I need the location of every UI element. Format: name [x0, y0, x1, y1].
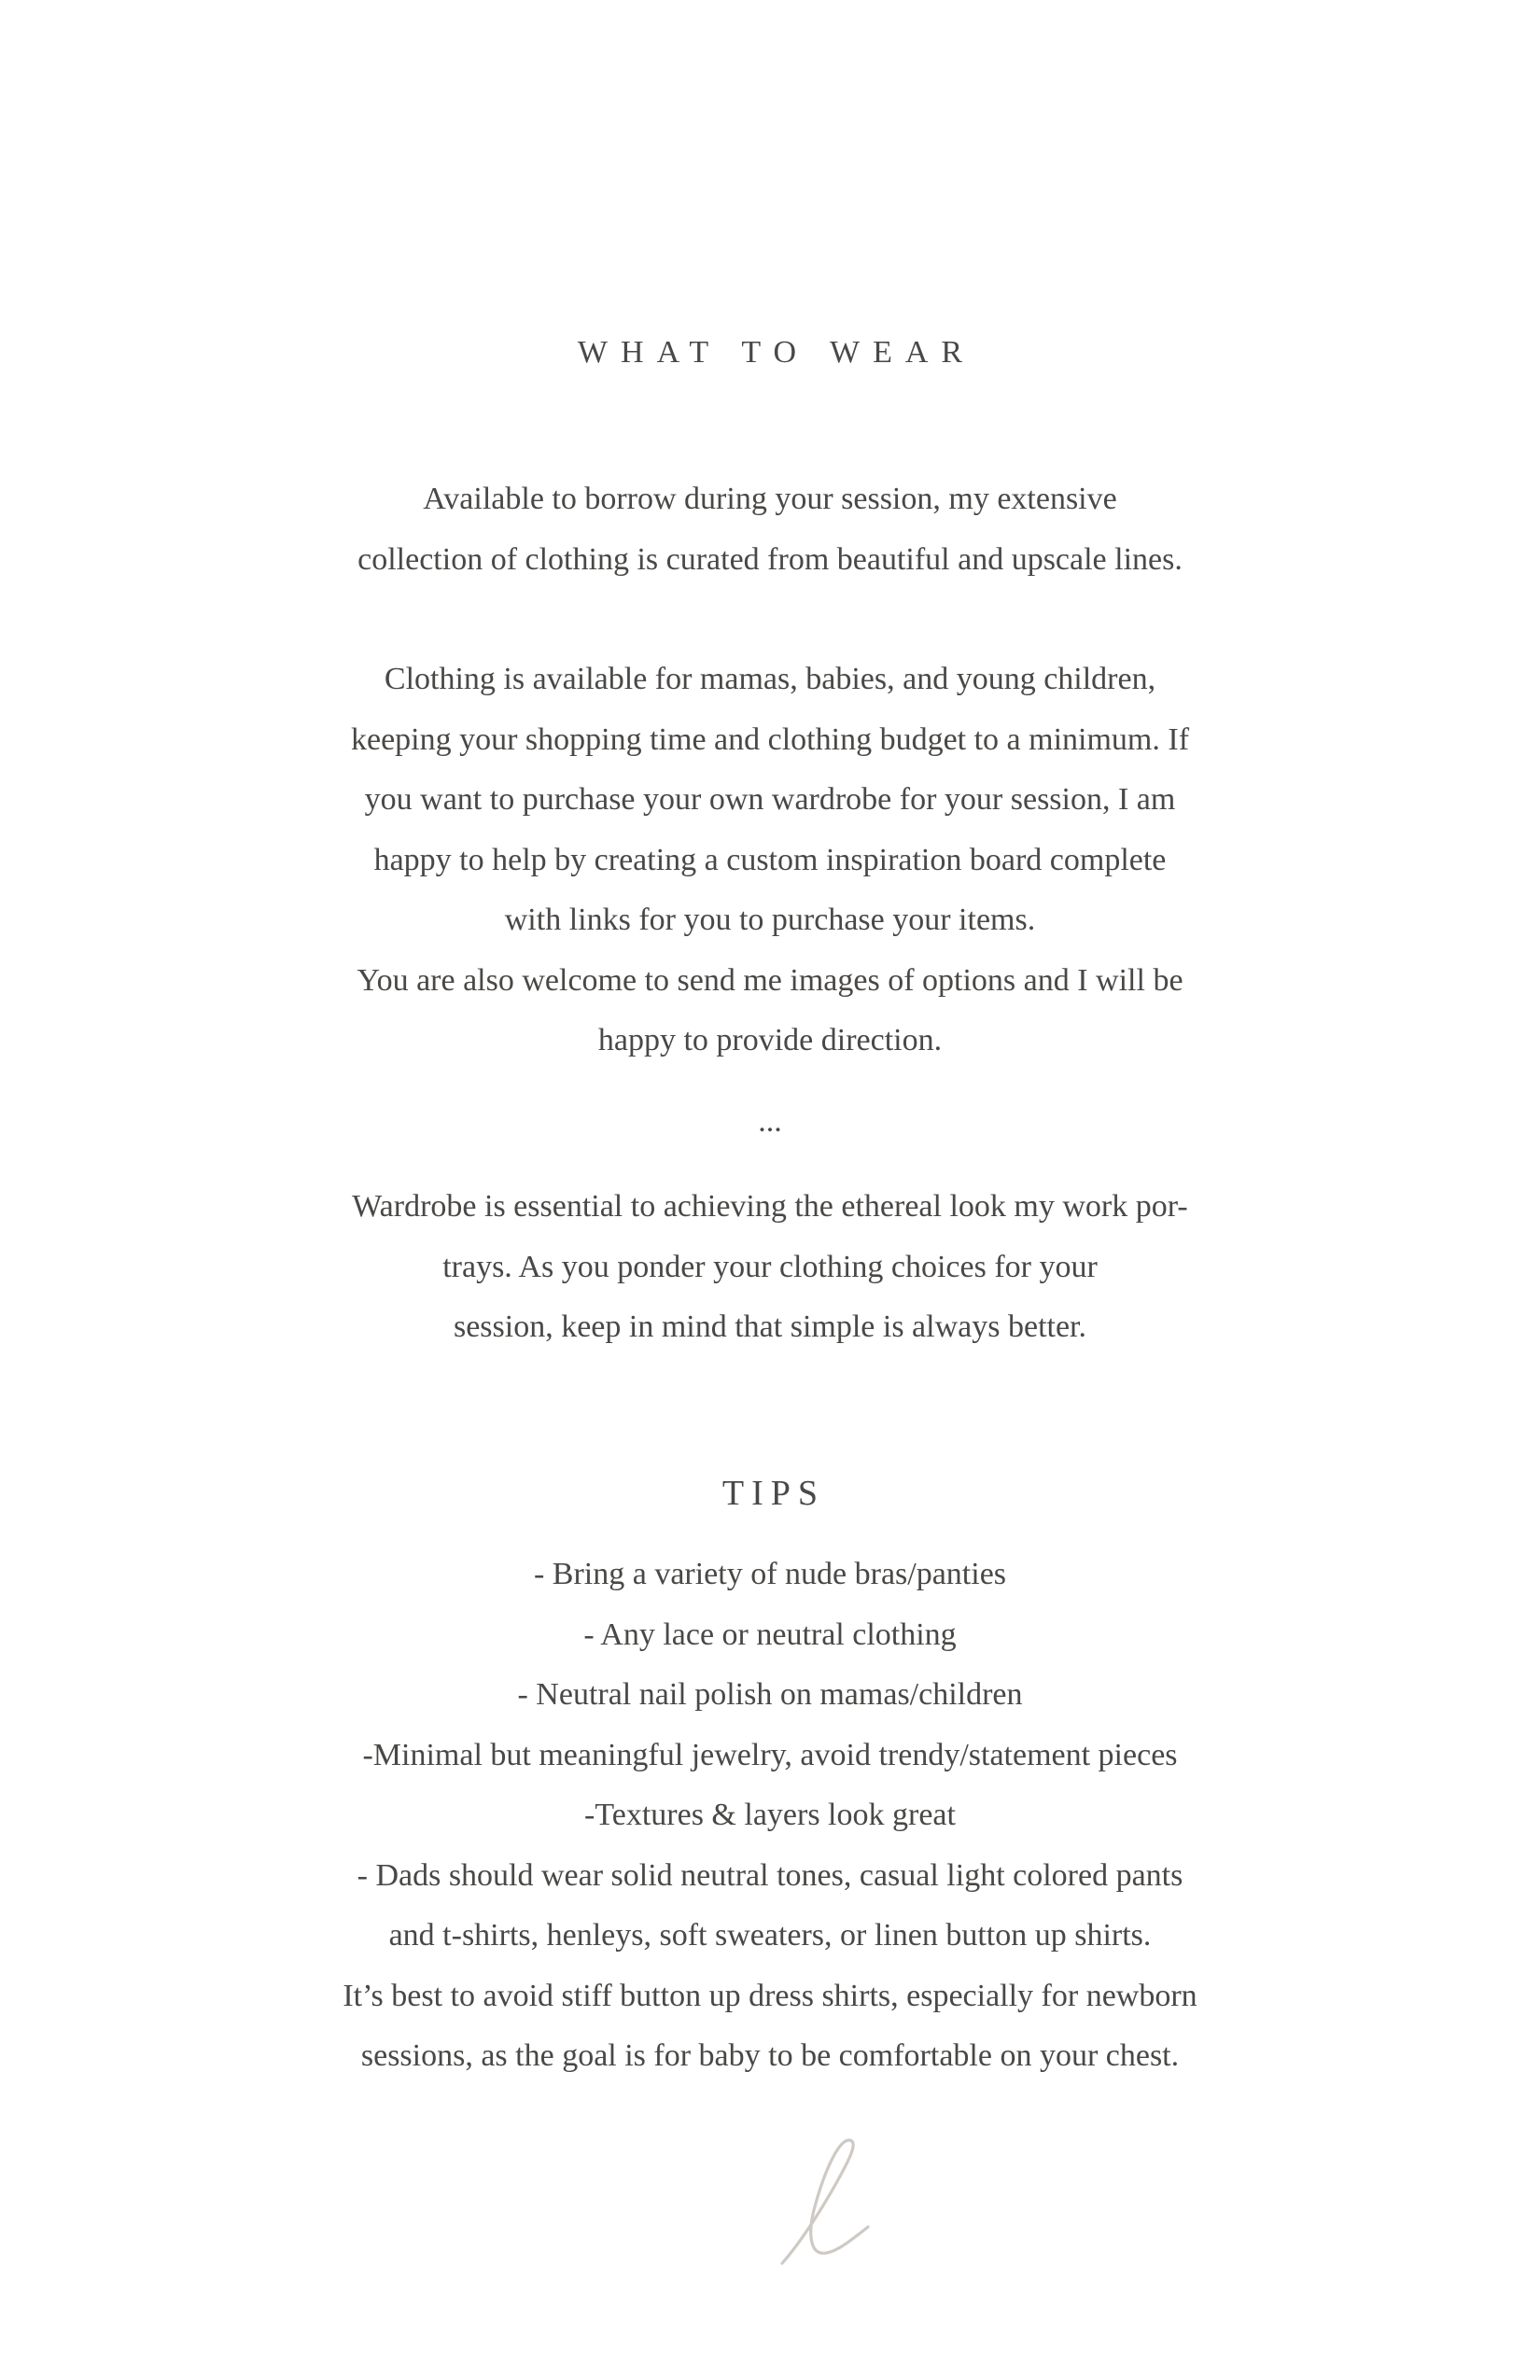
wardrobe-line: Wardrobe is essential to achieving the ethereal look my work por-: [352, 1189, 1188, 1224]
page-title: WHAT TO WEAR: [577, 335, 976, 370]
tips-list: [187, 1545, 1353, 2087]
clothing-line: keeping your shopping time and clothing budget to a minimum. If: [350, 721, 1190, 757]
intro-line: collection of clothing is curated from beautiful and upscale lines.: [357, 541, 1183, 577]
clothing-line: happy to provide direction.: [597, 1023, 943, 1057]
wardrobe-line: session, keep in mind that simple is always better.: [453, 1309, 1086, 1344]
tip-item: -Minimal but meaningful jewelry, avoid trendy/statement pieces: [362, 1737, 1178, 1772]
tip-item: It’s best to avoid stiff button up dress shirts, especially for newborn: [343, 1978, 1197, 2013]
tip-item: - Bring a variety of nude bras/panties: [533, 1557, 1007, 1591]
clothing-line: with links for you to purchase your items.: [504, 903, 1036, 937]
clothing-paragraph: [187, 650, 1353, 1071]
clothing-line: happy to help by creating a custom inspiration board complete: [373, 842, 1167, 877]
tip-item: - Any lace or neutral clothing: [583, 1617, 957, 1652]
wardrobe-line: trays. As you ponder your clothing choices for your: [442, 1249, 1098, 1284]
tip-item: - Dads should wear solid neutral tones, casual light colored pants: [357, 1857, 1183, 1893]
tip-item: and t-shirts, henleys, soft sweaters, or linen button up shirts.: [388, 1918, 1152, 1953]
ellipsis-divider: ...: [758, 1104, 782, 1139]
intro-line: Available to borrow during your session, my extensive: [423, 482, 1117, 516]
monogram-logo-icon: [775, 2137, 877, 2268]
tip-item: -Textures & layers look great: [584, 1798, 956, 1832]
intro-paragraph: [187, 469, 1353, 590]
tips-heading: TIPS: [721, 1474, 826, 1513]
clothing-line: Clothing is available for mamas, babies, and young children,: [384, 662, 1156, 696]
section-divider: [187, 1092, 1353, 1153]
tip-item: - Neutral nail polish on mamas/children: [517, 1677, 1023, 1712]
tip-item: sessions, as the goal is for baby to be comfortable on your chest.: [360, 2038, 1180, 2073]
clothing-line: you want to purchase your own wardrobe for your session, I am: [364, 782, 1176, 817]
wardrobe-paragraph: [187, 1177, 1353, 1358]
clothing-line: You are also welcome to send me images of options and I will be: [357, 962, 1183, 998]
